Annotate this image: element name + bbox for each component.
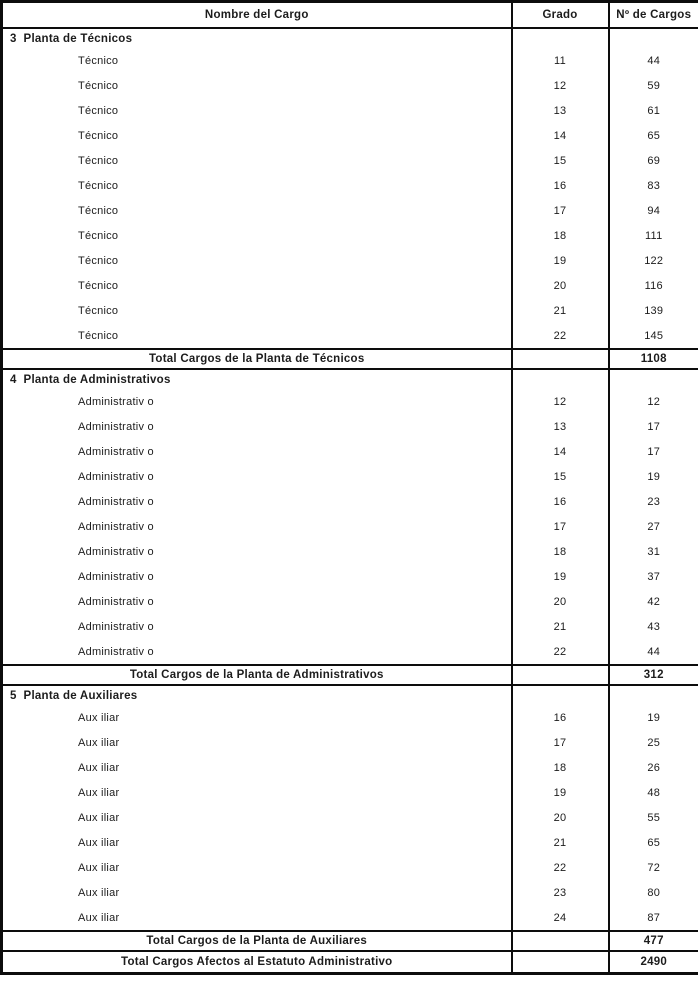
table-row [2,756,698,781]
cargo-name: Administrativ o [2,440,512,465]
cargo-count: 65 [609,124,698,149]
cargo-grade: 17 [512,515,609,540]
cargo-name: Administrativ o [2,490,512,515]
empty-grade-cell [512,931,609,951]
cargo-grade: 15 [512,465,609,490]
table-row [2,856,698,881]
empty-count-cell [609,369,698,390]
cargo-name: Técnico [2,224,512,249]
cargo-name: Técnico [2,149,512,174]
cargo-grade: 24 [512,906,609,931]
table-row [2,274,698,299]
table-body [2,28,698,974]
cargo-grade: 23 [512,881,609,906]
cargo-count: 122 [609,249,698,274]
cargo-count: 72 [609,856,698,881]
cargo-count: 44 [609,640,698,665]
empty-grade-cell [512,369,609,390]
cargo-count: 48 [609,781,698,806]
table-row [2,224,698,249]
empty-grade-cell [512,349,609,369]
table-row [2,124,698,149]
table-row [2,731,698,756]
cargo-count: 69 [609,149,698,174]
cargo-name: Aux iliar [2,731,512,756]
cargo-name: Aux iliar [2,756,512,781]
cargo-grade: 13 [512,99,609,124]
cargo-name: Administrativ o [2,390,512,415]
cargo-count: 27 [609,515,698,540]
cargo-count: 23 [609,490,698,515]
cargo-name: Aux iliar [2,831,512,856]
cargo-name: Técnico [2,199,512,224]
cargo-grade: 21 [512,615,609,640]
total-value: 2490 [609,951,698,974]
cargo-grade: 18 [512,756,609,781]
table-row [2,99,698,124]
cargo-grade: 22 [512,856,609,881]
cargo-grade: 14 [512,124,609,149]
cargo-count: 19 [609,465,698,490]
cargo-name: Técnico [2,274,512,299]
cargo-name: Administrativ o [2,515,512,540]
cargo-grade: 17 [512,731,609,756]
cargo-count: 139 [609,299,698,324]
table-row [2,199,698,224]
total-label: Total Cargos de la Planta de Administrativos [2,665,512,685]
table-row [2,906,698,931]
total-label: Total Cargos de la Planta de Técnicos [2,349,512,369]
section-total-row [2,665,698,685]
cargo-count: 17 [609,440,698,465]
table-row [2,324,698,349]
cargo-name: Aux iliar [2,856,512,881]
empty-grade-cell [512,665,609,685]
cargo-name: Aux iliar [2,781,512,806]
cargo-grade: 20 [512,806,609,831]
table-row [2,440,698,465]
cargo-count: 94 [609,199,698,224]
table-row [2,640,698,665]
cargo-count: 116 [609,274,698,299]
cargo-count: 43 [609,615,698,640]
table-row [2,174,698,199]
cargo-name: Administrativ o [2,615,512,640]
empty-grade-cell [512,951,609,974]
cargo-name: Administrativ o [2,640,512,665]
total-value: 312 [609,665,698,685]
cargo-count: 87 [609,906,698,931]
cargo-grade: 22 [512,640,609,665]
table-row [2,465,698,490]
cargo-name: Aux iliar [2,881,512,906]
table-row [2,590,698,615]
table-row [2,74,698,99]
cargo-name: Técnico [2,174,512,199]
table-row [2,149,698,174]
cargo-name: Técnico [2,99,512,124]
cargo-count: 44 [609,49,698,74]
empty-count-cell [609,28,698,49]
cargo-count: 31 [609,540,698,565]
section-title: 4 Planta de Administrativos [2,369,512,390]
cargo-count: 17 [609,415,698,440]
cargo-count: 59 [609,74,698,99]
cargo-count: 42 [609,590,698,615]
cargo-name: Administrativ o [2,590,512,615]
cargo-grade: 14 [512,440,609,465]
cargo-count: 37 [609,565,698,590]
section-title: 3 Planta de Técnicos [2,28,512,49]
cargo-count: 80 [609,881,698,906]
cargo-name: Administrativ o [2,565,512,590]
cargo-count: 12 [609,390,698,415]
cargo-name: Administrativ o [2,415,512,440]
table-row [2,540,698,565]
table-header-row [2,2,698,28]
cargo-grade: 22 [512,324,609,349]
cargo-grade: 16 [512,490,609,515]
cargo-grade: 18 [512,540,609,565]
cargo-count: 111 [609,224,698,249]
total-value: 477 [609,931,698,951]
table-row [2,390,698,415]
cargo-grade: 20 [512,590,609,615]
cargo-grade: 19 [512,565,609,590]
cargo-name: Administrativ o [2,465,512,490]
total-label: Total Cargos Afectos al Estatuto Administrativo [2,951,512,974]
cargo-count: 145 [609,324,698,349]
table-row [2,806,698,831]
total-value: 1108 [609,349,698,369]
cargo-grade: 12 [512,390,609,415]
cargo-grade: 16 [512,174,609,199]
column-header-nombre-del-cargo: Nombre del Cargo [2,2,512,28]
table-row [2,490,698,515]
cargo-grade: 20 [512,274,609,299]
cargo-name: Aux iliar [2,706,512,731]
cargo-grade: 16 [512,706,609,731]
cargo-grade: 19 [512,249,609,274]
cargo-name: Administrativ o [2,540,512,565]
table-row [2,565,698,590]
table-row [2,49,698,74]
grand-total-row [2,951,698,974]
column-header-grado: Grado [512,2,609,28]
section-header-row [2,369,698,390]
cargo-grade: 17 [512,199,609,224]
cargo-grade: 21 [512,831,609,856]
section-header-row [2,685,698,706]
table-row [2,881,698,906]
cargo-name: Técnico [2,49,512,74]
section-title: 5 Planta de Auxiliares [2,685,512,706]
cargo-grade: 21 [512,299,609,324]
cargo-count: 83 [609,174,698,199]
cargo-count: 65 [609,831,698,856]
cargo-count: 55 [609,806,698,831]
total-label: Total Cargos de la Planta de Auxiliares [2,931,512,951]
table-row [2,781,698,806]
section-header-row [2,28,698,49]
table-row [2,706,698,731]
cargo-name: Aux iliar [2,906,512,931]
table-row [2,249,698,274]
cargo-name: Técnico [2,324,512,349]
cargo-count: 25 [609,731,698,756]
empty-grade-cell [512,685,609,706]
empty-count-cell [609,685,698,706]
cargo-grade: 11 [512,49,609,74]
empty-grade-cell [512,28,609,49]
table-row [2,831,698,856]
cargo-name: Aux iliar [2,806,512,831]
cargo-grade: 13 [512,415,609,440]
section-total-row [2,349,698,369]
table-row [2,615,698,640]
cargo-grade: 12 [512,74,609,99]
cargo-name: Técnico [2,249,512,274]
cargo-count: 26 [609,756,698,781]
cargo-grade: 19 [512,781,609,806]
cargo-name: Técnico [2,299,512,324]
cargo-grade: 18 [512,224,609,249]
cargo-grade: 15 [512,149,609,174]
table-row [2,515,698,540]
table-row [2,299,698,324]
cargo-name: Técnico [2,74,512,99]
table-row [2,415,698,440]
section-total-row [2,931,698,951]
column-header-num-cargos: Nº de Cargos [609,2,698,28]
cargo-count: 19 [609,706,698,731]
cargo-count: 61 [609,99,698,124]
cargo-name: Técnico [2,124,512,149]
